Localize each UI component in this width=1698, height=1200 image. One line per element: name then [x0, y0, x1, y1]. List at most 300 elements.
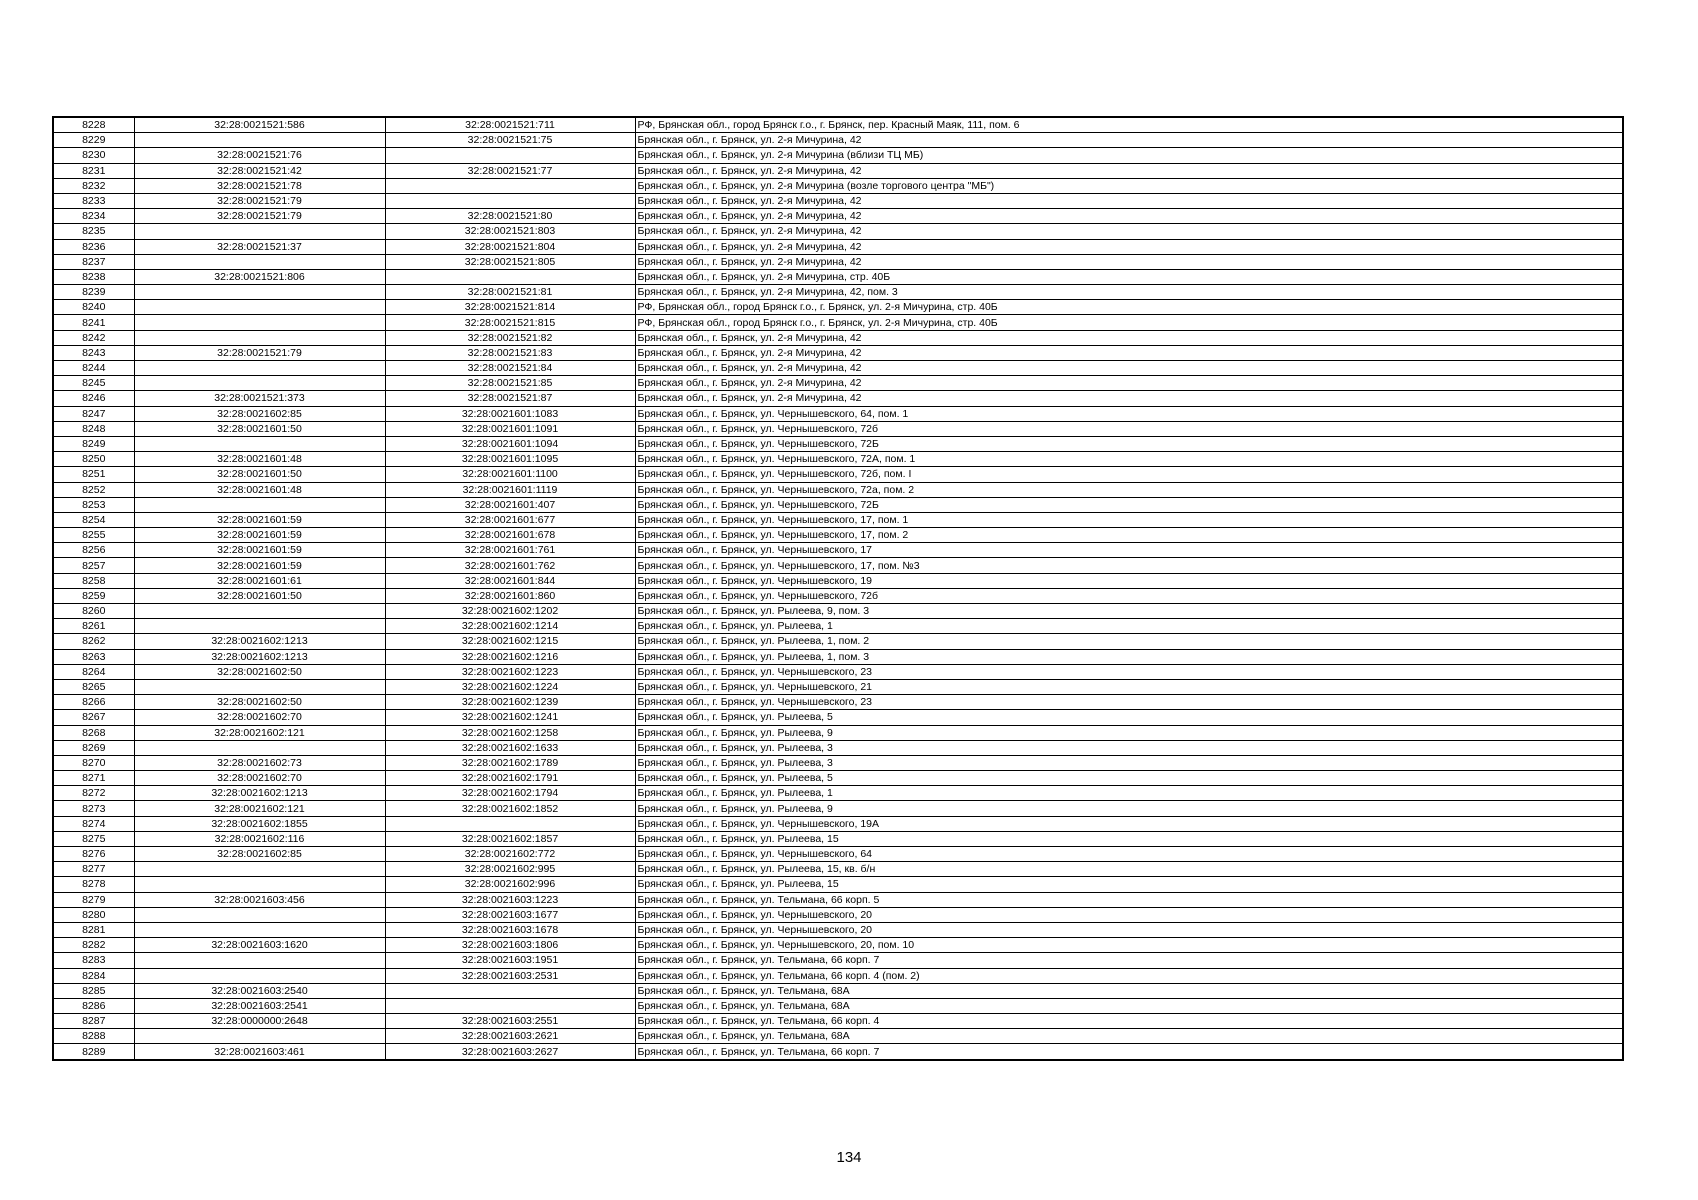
address-cell: Брянская обл., г. Брянск, ул. Рылеева, 5: [635, 710, 1623, 725]
row-number-cell: 8239: [53, 285, 134, 300]
cadastral-number-cell: [134, 300, 385, 315]
row-number-cell: 8275: [53, 831, 134, 846]
table-row: [53, 558, 1623, 573]
table-row: [53, 831, 1623, 846]
cadastral-number-cell: 32:28:0021521:79: [134, 209, 385, 224]
row-number-cell: 8279: [53, 892, 134, 907]
address-cell: Брянская обл., г. Брянск, ул. 2-я Мичурина, 42: [635, 193, 1623, 208]
object-cadastral-number-cell: [385, 269, 635, 284]
table-row: [53, 998, 1623, 1013]
address-cell: Брянская обл., г. Брянск, ул. Чернышевского, 64: [635, 847, 1623, 862]
row-number-cell: 8272: [53, 786, 134, 801]
cadastral-number-cell: [134, 497, 385, 512]
address-cell: Брянская обл., г. Брянск, ул. Тельмана, 66 корп. 4: [635, 1014, 1623, 1029]
cadastral-number-cell: 32:28:0021602:1213: [134, 634, 385, 649]
cadastral-number-cell: [134, 877, 385, 892]
cadastral-number-cell: [134, 1029, 385, 1044]
cadastral-number-cell: 32:28:0021602:70: [134, 710, 385, 725]
row-number-cell: 8232: [53, 178, 134, 193]
table-row: [53, 983, 1623, 998]
object-cadastral-number-cell: 32:28:0021521:81: [385, 285, 635, 300]
row-number-cell: 8233: [53, 193, 134, 208]
table-row: [53, 315, 1623, 330]
row-number-cell: 8240: [53, 300, 134, 315]
object-cadastral-number-cell: 32:28:0021603:1677: [385, 907, 635, 922]
cadastral-number-cell: [134, 968, 385, 983]
object-cadastral-number-cell: 32:28:0021601:844: [385, 573, 635, 588]
cadastral-number-cell: [134, 376, 385, 391]
object-cadastral-number-cell: 32:28:0021521:805: [385, 254, 635, 269]
address-cell: Брянская обл., г. Брянск, ул. 2-я Мичурина, 42: [635, 330, 1623, 345]
table-row: [53, 452, 1623, 467]
table-row: [53, 391, 1623, 406]
object-cadastral-number-cell: 32:28:0021603:2531: [385, 968, 635, 983]
cadastral-number-cell: 32:28:0021601:61: [134, 573, 385, 588]
table-row: [53, 847, 1623, 862]
cadastral-number-cell: [134, 604, 385, 619]
table-row: [53, 376, 1623, 391]
row-number-cell: 8246: [53, 391, 134, 406]
cadastral-number-cell: [134, 436, 385, 451]
address-cell: Брянская обл., г. Брянск, ул. 2-я Мичурина, 42: [635, 133, 1623, 148]
address-cell: Брянская обл., г. Брянск, ул. 2-я Мичурина, стр. 40Б: [635, 269, 1623, 284]
cadastral-number-cell: 32:28:0021603:2541: [134, 998, 385, 1013]
row-number-cell: 8284: [53, 968, 134, 983]
table-row: [53, 269, 1623, 284]
object-cadastral-number-cell: 32:28:0021601:407: [385, 497, 635, 512]
object-cadastral-number-cell: 32:28:0021601:860: [385, 588, 635, 603]
address-cell: Брянская обл., г. Брянск, ул. Чернышевского, 72б: [635, 588, 1623, 603]
address-cell: Брянская обл., г. Брянск, ул. Чернышевского, 19А: [635, 816, 1623, 831]
row-number-cell: 8255: [53, 528, 134, 543]
cadastral-number-cell: 32:28:0021521:79: [134, 193, 385, 208]
address-cell: Брянская обл., г. Брянск, ул. Чернышевского, 64, пом. 1: [635, 406, 1623, 421]
address-cell: Брянская обл., г. Брянск, ул. Рылеева, 15: [635, 831, 1623, 846]
row-number-cell: 8264: [53, 664, 134, 679]
table-row: [53, 224, 1623, 239]
object-cadastral-number-cell: 32:28:0021602:995: [385, 862, 635, 877]
cadastral-number-cell: 32:28:0021521:373: [134, 391, 385, 406]
address-cell: Брянская обл., г. Брянск, ул. Тельмана, 66 корп. 7: [635, 1044, 1623, 1060]
address-cell: Брянская обл., г. Брянск, ул. Тельмана, 68А: [635, 1029, 1623, 1044]
row-number-cell: 8277: [53, 862, 134, 877]
object-cadastral-number-cell: 32:28:0021603:2621: [385, 1029, 635, 1044]
table-row: [53, 406, 1623, 421]
row-number-cell: 8286: [53, 998, 134, 1013]
address-cell: Брянская обл., г. Брянск, ул. Чернышевского, 72б: [635, 421, 1623, 436]
row-number-cell: 8228: [53, 117, 134, 133]
table-row: [53, 133, 1623, 148]
row-number-cell: 8235: [53, 224, 134, 239]
cadastral-number-cell: 32:28:0021601:48: [134, 452, 385, 467]
row-number-cell: 8274: [53, 816, 134, 831]
address-cell: Брянская обл., г. Брянск, ул. 2-я Мичурина, 42: [635, 209, 1623, 224]
address-cell: Брянская обл., г. Брянск, ул. Чернышевского, 72Б: [635, 436, 1623, 451]
cadastral-number-cell: [134, 361, 385, 376]
cadastral-number-cell: [134, 315, 385, 330]
row-number-cell: 8260: [53, 604, 134, 619]
object-cadastral-number-cell: 32:28:0021602:1794: [385, 786, 635, 801]
cadastral-number-cell: 32:28:0021521:586: [134, 117, 385, 133]
row-number-cell: 8280: [53, 907, 134, 922]
object-cadastral-number-cell: 32:28:0021602:1215: [385, 634, 635, 649]
object-cadastral-number-cell: 32:28:0021602:1214: [385, 619, 635, 634]
cadastral-number-cell: [134, 679, 385, 694]
cadastral-number-cell: 32:28:0021521:806: [134, 269, 385, 284]
object-cadastral-number-cell: 32:28:0021521:75: [385, 133, 635, 148]
cadastral-number-cell: 32:28:0021603:461: [134, 1044, 385, 1060]
row-number-cell: 8245: [53, 376, 134, 391]
object-cadastral-number-cell: 32:28:0021521:815: [385, 315, 635, 330]
address-cell: Брянская обл., г. Брянск, ул. 2-я Мичурина (возле торгового центра "МБ"): [635, 178, 1623, 193]
table-row: [53, 862, 1623, 877]
address-cell: Брянская обл., г. Брянск, ул. 2-я Мичурина, 42: [635, 163, 1623, 178]
table-row: [53, 619, 1623, 634]
object-cadastral-number-cell: 32:28:0021603:2551: [385, 1014, 635, 1029]
address-cell: Брянская обл., г. Брянск, ул. Чернышевского, 23: [635, 664, 1623, 679]
table-row: [53, 497, 1623, 512]
object-cadastral-number-cell: [385, 193, 635, 208]
object-cadastral-number-cell: 32:28:0021521:711: [385, 117, 635, 133]
row-number-cell: 8287: [53, 1014, 134, 1029]
address-cell: Брянская обл., г. Брянск, ул. Рылеева, 1, пом. 2: [635, 634, 1623, 649]
object-cadastral-number-cell: 32:28:0021601:1083: [385, 406, 635, 421]
cadastral-number-cell: [134, 953, 385, 968]
cadastral-number-cell: 32:28:0000000:2648: [134, 1014, 385, 1029]
object-cadastral-number-cell: 32:28:0021602:1241: [385, 710, 635, 725]
address-cell: Брянская обл., г. Брянск, ул. Рылеева, 5: [635, 771, 1623, 786]
object-cadastral-number-cell: 32:28:0021521:77: [385, 163, 635, 178]
object-cadastral-number-cell: 32:28:0021602:772: [385, 847, 635, 862]
cadastral-number-cell: 32:28:0021601:50: [134, 467, 385, 482]
object-cadastral-number-cell: 32:28:0021602:1216: [385, 649, 635, 664]
cadastral-number-cell: 32:28:0021602:70: [134, 771, 385, 786]
cadastral-number-cell: 32:28:0021602:73: [134, 755, 385, 770]
table-row: [53, 330, 1623, 345]
object-cadastral-number-cell: 32:28:0021601:1119: [385, 482, 635, 497]
row-number-cell: 8236: [53, 239, 134, 254]
records-table: [52, 116, 1624, 1061]
table-row: [53, 528, 1623, 543]
address-cell: РФ, Брянская обл., город Брянск г.о., г. Брянск, ул. 2-я Мичурина, стр. 40Б: [635, 300, 1623, 315]
object-cadastral-number-cell: 32:28:0021602:1633: [385, 740, 635, 755]
table-row: [53, 725, 1623, 740]
row-number-cell: 8249: [53, 436, 134, 451]
row-number-cell: 8261: [53, 619, 134, 634]
cadastral-number-cell: 32:28:0021602:50: [134, 695, 385, 710]
object-cadastral-number-cell: [385, 983, 635, 998]
cadastral-number-cell: 32:28:0021603:456: [134, 892, 385, 907]
row-number-cell: 8281: [53, 922, 134, 937]
table-row: [53, 1044, 1623, 1060]
object-cadastral-number-cell: 32:28:0021521:80: [385, 209, 635, 224]
row-number-cell: 8285: [53, 983, 134, 998]
address-cell: Брянская обл., г. Брянск, ул. Рылеева, 9: [635, 725, 1623, 740]
address-cell: РФ, Брянская обл., город Брянск г.о., г. Брянск, пер. Красный Маяк, 111, пом. 6: [635, 117, 1623, 133]
table-row: [53, 543, 1623, 558]
object-cadastral-number-cell: 32:28:0021601:1100: [385, 467, 635, 482]
row-number-cell: 8266: [53, 695, 134, 710]
object-cadastral-number-cell: 32:28:0021601:1094: [385, 436, 635, 451]
cadastral-number-cell: [134, 285, 385, 300]
row-number-cell: 8243: [53, 345, 134, 360]
address-cell: Брянская обл., г. Брянск, ул. Рылеева, 1, пом. 3: [635, 649, 1623, 664]
row-number-cell: 8256: [53, 543, 134, 558]
object-cadastral-number-cell: [385, 998, 635, 1013]
table-row: [53, 892, 1623, 907]
address-cell: Брянская обл., г. Брянск, ул. Чернышевского, 20, пом. 10: [635, 938, 1623, 953]
row-number-cell: 8251: [53, 467, 134, 482]
cadastral-number-cell: 32:28:0021602:121: [134, 725, 385, 740]
cadastral-number-cell: 32:28:0021601:50: [134, 421, 385, 436]
row-number-cell: 8248: [53, 421, 134, 436]
address-cell: Брянская обл., г. Брянск, ул. Тельмана, 68А: [635, 983, 1623, 998]
cadastral-number-cell: 32:28:0021602:1855: [134, 816, 385, 831]
table-row: [53, 786, 1623, 801]
table-row: [53, 740, 1623, 755]
row-number-cell: 8265: [53, 679, 134, 694]
address-cell: Брянская обл., г. Брянск, ул. Тельмана, 66 корп. 7: [635, 953, 1623, 968]
address-cell: Брянская обл., г. Брянск, ул. Рылеева, 1: [635, 619, 1623, 634]
object-cadastral-number-cell: 32:28:0021603:1951: [385, 953, 635, 968]
address-cell: Брянская обл., г. Брянск, ул. Чернышевского, 72а, пом. 2: [635, 482, 1623, 497]
address-cell: Брянская обл., г. Брянск, ул. Чернышевского, 17: [635, 543, 1623, 558]
row-number-cell: 8247: [53, 406, 134, 421]
object-cadastral-number-cell: 32:28:0021602:1223: [385, 664, 635, 679]
table-row: [53, 664, 1623, 679]
object-cadastral-number-cell: [385, 148, 635, 163]
row-number-cell: 8278: [53, 877, 134, 892]
address-cell: Брянская обл., г. Брянск, ул. Рылеева, 3: [635, 755, 1623, 770]
address-cell: Брянская обл., г. Брянск, ул. Рылеева, 9: [635, 801, 1623, 816]
row-number-cell: 8276: [53, 847, 134, 862]
object-cadastral-number-cell: 32:28:0021602:1202: [385, 604, 635, 619]
cadastral-number-cell: 32:28:0021521:42: [134, 163, 385, 178]
object-cadastral-number-cell: 32:28:0021602:1239: [385, 695, 635, 710]
table-row: [53, 922, 1623, 937]
address-cell: Брянская обл., г. Брянск, ул. Тельмана, 68А: [635, 998, 1623, 1013]
address-cell: Брянская обл., г. Брянск, ул. Рылеева, 9, пом. 3: [635, 604, 1623, 619]
object-cadastral-number-cell: 32:28:0021602:1224: [385, 679, 635, 694]
address-cell: Брянская обл., г. Брянск, ул. Чернышевского, 21: [635, 679, 1623, 694]
cadastral-number-cell: 32:28:0021602:85: [134, 406, 385, 421]
table-row: [53, 209, 1623, 224]
row-number-cell: 8230: [53, 148, 134, 163]
cadastral-number-cell: 32:28:0021602:116: [134, 831, 385, 846]
cadastral-number-cell: 32:28:0021601:48: [134, 482, 385, 497]
row-number-cell: 8242: [53, 330, 134, 345]
object-cadastral-number-cell: 32:28:0021601:678: [385, 528, 635, 543]
object-cadastral-number-cell: 32:28:0021602:1258: [385, 725, 635, 740]
table-row: [53, 877, 1623, 892]
row-number-cell: 8271: [53, 771, 134, 786]
object-cadastral-number-cell: 32:28:0021602:1789: [385, 755, 635, 770]
row-number-cell: 8283: [53, 953, 134, 968]
object-cadastral-number-cell: 32:28:0021602:1852: [385, 801, 635, 816]
object-cadastral-number-cell: 32:28:0021603:1223: [385, 892, 635, 907]
table-row: [53, 436, 1623, 451]
cadastral-number-cell: 32:28:0021602:1213: [134, 649, 385, 664]
table-row: [53, 816, 1623, 831]
object-cadastral-number-cell: 32:28:0021601:762: [385, 558, 635, 573]
cadastral-number-cell: 32:28:0021601:50: [134, 588, 385, 603]
cadastral-number-cell: 32:28:0021602:121: [134, 801, 385, 816]
object-cadastral-number-cell: [385, 178, 635, 193]
address-cell: Брянская обл., г. Брянск, ул. 2-я Мичурина, 42: [635, 239, 1623, 254]
object-cadastral-number-cell: 32:28:0021521:84: [385, 361, 635, 376]
row-number-cell: 8237: [53, 254, 134, 269]
cadastral-number-cell: 32:28:0021603:1620: [134, 938, 385, 953]
address-cell: Брянская обл., г. Брянск, ул. Рылеева, 1: [635, 786, 1623, 801]
object-cadastral-number-cell: 32:28:0021521:803: [385, 224, 635, 239]
object-cadastral-number-cell: 32:28:0021521:804: [385, 239, 635, 254]
cadastral-number-cell: 32:28:0021602:50: [134, 664, 385, 679]
cadastral-number-cell: 32:28:0021521:79: [134, 345, 385, 360]
address-cell: Брянская обл., г. Брянск, ул. Чернышевского, 23: [635, 695, 1623, 710]
row-number-cell: 8269: [53, 740, 134, 755]
cadastral-number-cell: [134, 907, 385, 922]
row-number-cell: 8259: [53, 588, 134, 603]
cadastral-number-cell: [134, 922, 385, 937]
row-number-cell: 8250: [53, 452, 134, 467]
row-number-cell: 8257: [53, 558, 134, 573]
table-row: [53, 679, 1623, 694]
table-row: [53, 467, 1623, 482]
table-row: [53, 178, 1623, 193]
table-row: [53, 588, 1623, 603]
row-number-cell: 8254: [53, 512, 134, 527]
address-cell: Брянская обл., г. Брянск, ул. 2-я Мичурина, 42: [635, 361, 1623, 376]
table-row: [53, 300, 1623, 315]
table-row: [53, 421, 1623, 436]
table-row: [53, 649, 1623, 664]
table-row: [53, 907, 1623, 922]
row-number-cell: 8263: [53, 649, 134, 664]
row-number-cell: 8231: [53, 163, 134, 178]
table-row: [53, 968, 1623, 983]
table-row: [53, 482, 1623, 497]
address-cell: Брянская обл., г. Брянск, ул. Рылеева, 3: [635, 740, 1623, 755]
row-number-cell: 8262: [53, 634, 134, 649]
cadastral-number-cell: 32:28:0021603:2540: [134, 983, 385, 998]
address-cell: Брянская обл., г. Брянск, ул. Чернышевского, 17, пом. №3: [635, 558, 1623, 573]
table-row: [53, 361, 1623, 376]
cadastral-number-cell: [134, 254, 385, 269]
row-number-cell: 8229: [53, 133, 134, 148]
cadastral-number-cell: 32:28:0021601:59: [134, 543, 385, 558]
object-cadastral-number-cell: 32:28:0021602:1857: [385, 831, 635, 846]
address-cell: Брянская обл., г. Брянск, ул. Чернышевского, 20: [635, 907, 1623, 922]
address-cell: Брянская обл., г. Брянск, ул. 2-я Мичурина, 42: [635, 345, 1623, 360]
row-number-cell: 8252: [53, 482, 134, 497]
row-number-cell: 8268: [53, 725, 134, 740]
row-number-cell: 8253: [53, 497, 134, 512]
address-cell: Брянская обл., г. Брянск, ул. 2-я Мичурина, 42: [635, 376, 1623, 391]
object-cadastral-number-cell: 32:28:0021601:761: [385, 543, 635, 558]
table-row: [53, 604, 1623, 619]
row-number-cell: 8241: [53, 315, 134, 330]
address-cell: Брянская обл., г. Брянск, ул. 2-я Мичурина (вблизи ТЦ МБ): [635, 148, 1623, 163]
object-cadastral-number-cell: 32:28:0021601:677: [385, 512, 635, 527]
table-row: [53, 512, 1623, 527]
table-row: [53, 285, 1623, 300]
table-row: [53, 345, 1623, 360]
row-number-cell: 8234: [53, 209, 134, 224]
row-number-cell: 8289: [53, 1044, 134, 1060]
table-row: [53, 1029, 1623, 1044]
cadastral-number-cell: 32:28:0021601:59: [134, 512, 385, 527]
cadastral-number-cell: 32:28:0021521:78: [134, 178, 385, 193]
table-row: [53, 695, 1623, 710]
cadastral-number-cell: 32:28:0021521:76: [134, 148, 385, 163]
address-cell: Брянская обл., г. Брянск, ул. Чернышевского, 72Б: [635, 497, 1623, 512]
table-row: [53, 710, 1623, 725]
object-cadastral-number-cell: 32:28:0021603:2627: [385, 1044, 635, 1060]
table-row: [53, 254, 1623, 269]
cadastral-number-cell: [134, 740, 385, 755]
table-row: [53, 755, 1623, 770]
page-number: 134: [836, 1149, 862, 1166]
cadastral-number-cell: 32:28:0021602:85: [134, 847, 385, 862]
address-cell: Брянская обл., г. Брянск, ул. 2-я Мичурина, 42: [635, 391, 1623, 406]
address-cell: РФ, Брянская обл., город Брянск г.о., г. Брянск, ул. 2-я Мичурина, стр. 40Б: [635, 315, 1623, 330]
table-row: [53, 239, 1623, 254]
row-number-cell: 8288: [53, 1029, 134, 1044]
table-row: [53, 193, 1623, 208]
object-cadastral-number-cell: 32:28:0021602:996: [385, 877, 635, 892]
table-row: [53, 163, 1623, 178]
row-number-cell: 8258: [53, 573, 134, 588]
object-cadastral-number-cell: 32:28:0021521:82: [385, 330, 635, 345]
row-number-cell: 8282: [53, 938, 134, 953]
cadastral-number-cell: 32:28:0021601:59: [134, 558, 385, 573]
object-cadastral-number-cell: 32:28:0021601:1095: [385, 452, 635, 467]
table-row: [53, 634, 1623, 649]
cadastral-number-cell: 32:28:0021521:37: [134, 239, 385, 254]
object-cadastral-number-cell: 32:28:0021521:83: [385, 345, 635, 360]
address-cell: Брянская обл., г. Брянск, ул. 2-я Мичурина, 42: [635, 224, 1623, 239]
object-cadastral-number-cell: 32:28:0021603:1806: [385, 938, 635, 953]
object-cadastral-number-cell: 32:28:0021521:814: [385, 300, 635, 315]
row-number-cell: 8267: [53, 710, 134, 725]
address-cell: Брянская обл., г. Брянск, ул. Чернышевского, 72б, пом. I: [635, 467, 1623, 482]
cadastral-number-cell: [134, 224, 385, 239]
object-cadastral-number-cell: 32:28:0021602:1791: [385, 771, 635, 786]
table-row: [53, 938, 1623, 953]
address-cell: Брянская обл., г. Брянск, ул. 2-я Мичурина, 42: [635, 254, 1623, 269]
row-number-cell: 8273: [53, 801, 134, 816]
address-cell: Брянская обл., г. Брянск, ул. Чернышевского, 20: [635, 922, 1623, 937]
address-cell: Брянская обл., г. Брянск, ул. Чернышевского, 72А, пом. 1: [635, 452, 1623, 467]
table-row: [53, 117, 1623, 133]
object-cadastral-number-cell: [385, 816, 635, 831]
table-row: [53, 953, 1623, 968]
object-cadastral-number-cell: 32:28:0021521:87: [385, 391, 635, 406]
address-cell: Брянская обл., г. Брянск, ул. Чернышевского, 17, пом. 1: [635, 512, 1623, 527]
table-row: [53, 771, 1623, 786]
cadastral-number-cell: [134, 862, 385, 877]
records-table-body: [53, 117, 1623, 1060]
table-row: [53, 801, 1623, 816]
object-cadastral-number-cell: 32:28:0021601:1091: [385, 421, 635, 436]
table-row: [53, 573, 1623, 588]
document-sheet: [52, 116, 1622, 1061]
object-cadastral-number-cell: 32:28:0021521:85: [385, 376, 635, 391]
address-cell: Брянская обл., г. Брянск, ул. 2-я Мичурина, 42, пом. 3: [635, 285, 1623, 300]
cadastral-number-cell: [134, 133, 385, 148]
address-cell: Брянская обл., г. Брянск, ул. Тельмана, 66 корп. 5: [635, 892, 1623, 907]
row-number-cell: 8238: [53, 269, 134, 284]
